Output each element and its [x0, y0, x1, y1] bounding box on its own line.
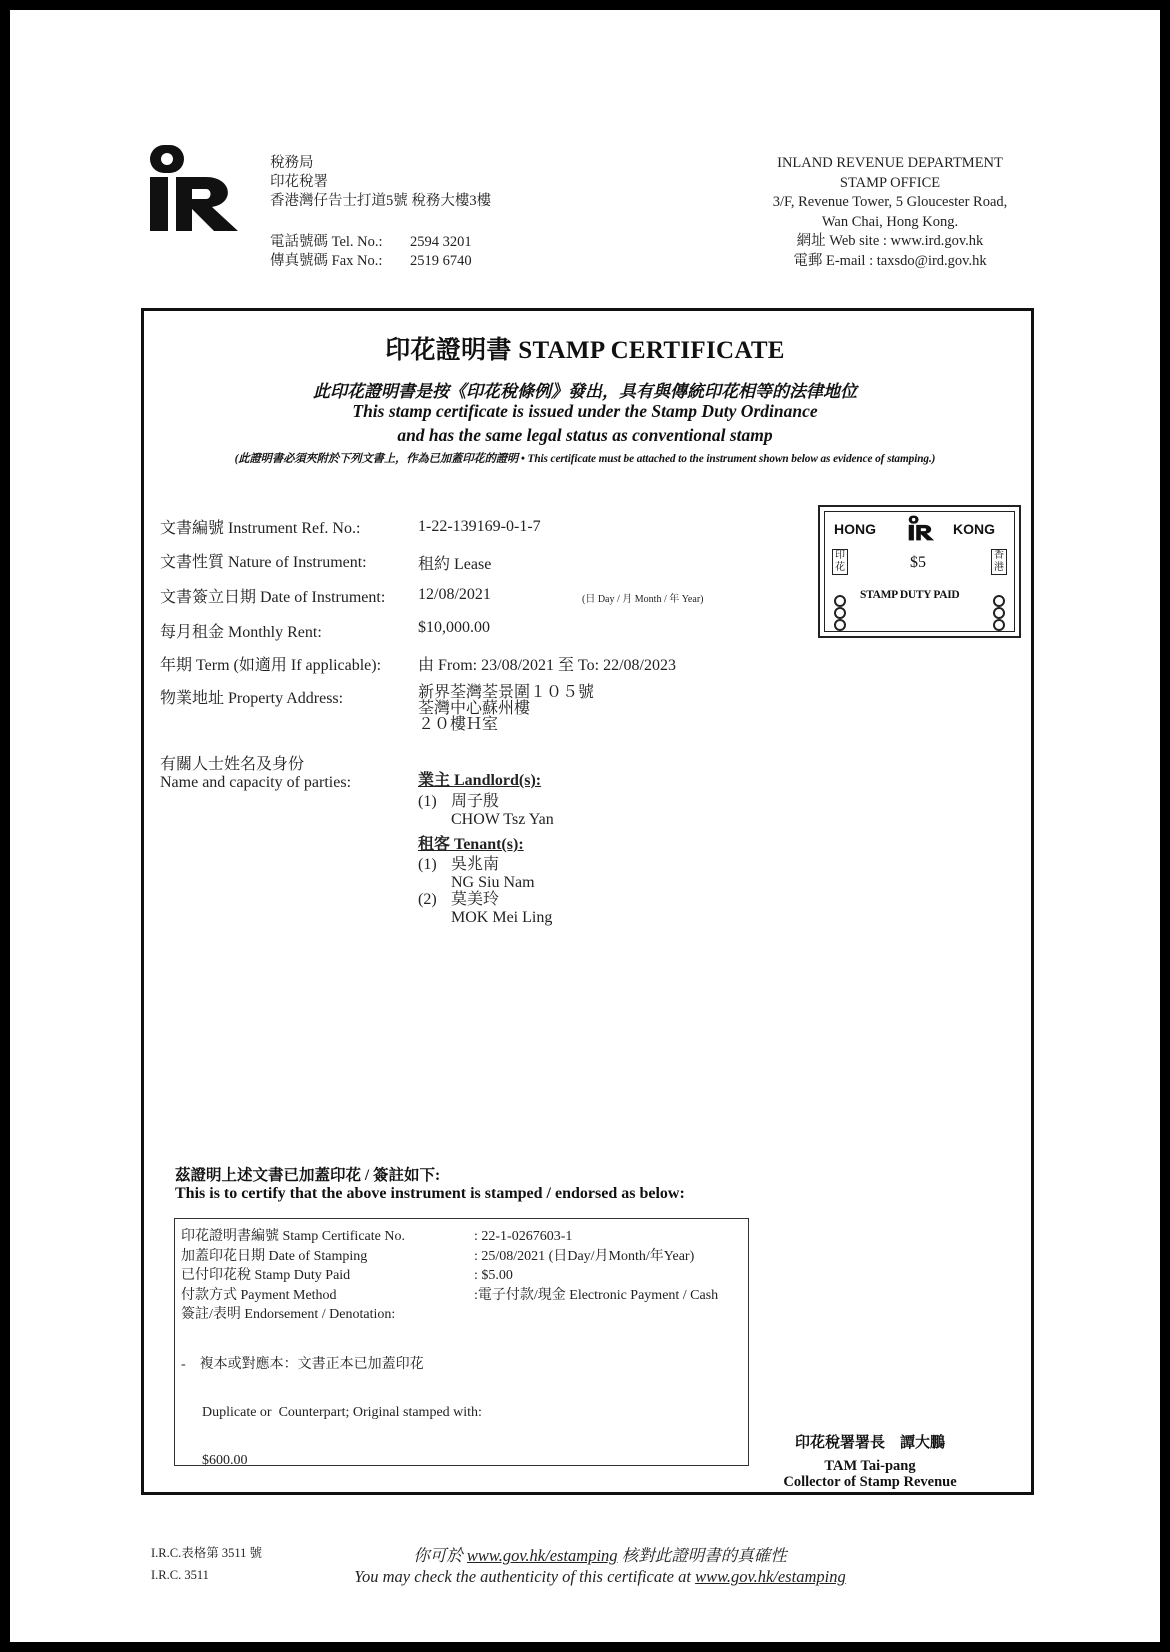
endorsement-rows — [181, 1227, 744, 1501]
seal-left-text: 印花 — [832, 549, 848, 575]
rent-value: $10,000.00 — [418, 619, 490, 636]
party-name-en: CHOW Tsz Yan — [451, 811, 554, 828]
endorsement-box — [174, 1218, 749, 1466]
party-number: (1) — [418, 856, 437, 873]
check-zh-post: 核對此證明書的真確性 — [621, 1546, 787, 1565]
party-name-en: NG Siu Nam — [451, 874, 535, 891]
term-value: 由 From: 23/08/2021 至 To: 22/08/2023 — [418, 657, 677, 674]
form-number-en: I.R.C. 3511 — [151, 1568, 209, 1582]
stamp-amount: $5 — [910, 554, 926, 571]
stamp-ird-logo-icon — [905, 515, 939, 541]
tenant-heading: 租客 Tenant(s): — [418, 836, 524, 853]
date-format-note: (日 Day / 月 Month / 年 Year) — [582, 594, 704, 605]
signatory-position: Collector of Stamp Revenue — [783, 1474, 957, 1490]
address-label: 物業地址 Property Address: — [160, 690, 344, 707]
estamping-link[interactable]: www.gov.hk/estamping — [466, 1546, 618, 1565]
ird-logo-icon — [148, 143, 244, 233]
party-name-zh: 吳兆南 — [451, 856, 500, 873]
endorsement-label: 付款方式 Payment Method — [181, 1287, 337, 1303]
dept-name-en: INLAND REVENUE DEPARTMENT — [777, 155, 1003, 171]
tenant-entry — [418, 856, 535, 891]
office-name-en: STAMP OFFICE — [839, 174, 941, 191]
party-name-zh: 周子殷 — [451, 793, 500, 810]
signatory-name-en: TAM Tai-pang — [824, 1458, 916, 1474]
certify-statement-zh: 茲證明上述文書已加蓋印花 / 簽註如下: — [175, 1167, 441, 1184]
subtitle-en-line2: and has the same legal status as conventional stamp — [397, 425, 773, 445]
certificate-title: 印花證明書 STAMP CERTIFICATE — [385, 337, 785, 364]
seal-right-text: 香港 — [991, 549, 1007, 575]
stamp-paid-text: STAMP DUTY PAID — [860, 589, 960, 601]
endorsement-value: : $5.00 — [474, 1268, 513, 1283]
denotation-text — [181, 1325, 744, 1501]
endorsement-label: 印花證明書編號 Stamp Certificate No. — [181, 1229, 405, 1244]
property-address — [418, 685, 594, 733]
dept-name-zh: 稅務局 — [270, 155, 314, 171]
attach-note: (此證明書必須夾附於下列文書上，作為已加蓋印花的證明 • This certificate must be attached to the instrument shown below as evidence of stamping.) — [234, 453, 936, 465]
address-zh: 香港灣仔告士打道5號 稅務大樓3樓 — [270, 193, 492, 209]
date-label: 文書簽立日期 Date of Instrument: — [160, 589, 386, 606]
landlord-entry — [418, 793, 554, 828]
parties-label — [160, 756, 351, 792]
tel-row — [270, 233, 491, 252]
party-name-zh: 莫美玲 — [451, 891, 500, 908]
denotation-label: 簽註/表明 Endorsement / Denotation: — [181, 1307, 396, 1322]
authenticity-note-zh — [250, 1542, 950, 1566]
rent-label: 每月租金 Monthly Rent: — [160, 624, 322, 641]
form-number-zh: I.R.C.表格第 3511 號 — [151, 1546, 262, 1560]
address-en-line1: 3/F, Revenue Tower, 5 Gloucester Road, — [772, 194, 1008, 210]
party-name-en: MOK Mei Ling — [451, 909, 553, 926]
endorsement-row — [181, 1266, 744, 1286]
stamp-kong-text: KONG — [953, 521, 995, 537]
landlord-heading: 業主 Landlord(s): — [418, 772, 542, 789]
endorsement-value: : 22-1-0267603-1 — [474, 1229, 573, 1244]
office-name-zh: 印花稅署 — [270, 174, 328, 190]
address-line: 荃灣中心蘇州樓 — [418, 700, 531, 717]
form-number — [151, 1542, 262, 1586]
subtitle-en-line1: This stamp certificate is issued under the Stamp Duty Ordinance — [352, 401, 818, 421]
denotation-line: $600.00 — [181, 1452, 248, 1468]
authenticity-note-en — [250, 1567, 950, 1587]
header-left-block — [270, 154, 491, 271]
denotation-line: Duplicate or Counterpart; Original stamped with: — [181, 1404, 482, 1420]
check-zh-pre: 你可於 — [413, 1546, 463, 1565]
ornament-right-icon — [992, 595, 1006, 631]
address-line: 新界荃灣荃景圍１０５號 — [418, 684, 595, 701]
signatory-title-zh: 印花稅署署長 譚大鵬 — [794, 1435, 945, 1451]
endorsement-row — [181, 1247, 744, 1267]
stamp-duty-paid-box — [818, 505, 1021, 638]
estamping-link[interactable]: www.gov.hk/estamping — [695, 1567, 846, 1586]
fax-row — [270, 252, 491, 271]
header-right-block — [740, 154, 1040, 271]
endorsement-row — [181, 1286, 744, 1306]
certify-statement-en: This is to certify that the above instrument is stamped / endorsed as below: — [175, 1185, 685, 1202]
parties-label-zh: 有關人士姓名及身份 — [160, 756, 305, 773]
address-line: ２０樓Ｈ室 — [418, 716, 499, 733]
endorsement-value: :電子付款/現金 Electronic Payment / Cash — [474, 1287, 719, 1303]
fax-value: 2519 6740 — [410, 253, 472, 269]
ref-label: 文書編號 Instrument Ref. No.: — [160, 520, 361, 537]
endorsement-label: 已付印花稅 Stamp Duty Paid — [181, 1268, 351, 1283]
nature-value: 租約 Lease — [418, 556, 492, 573]
stamp-hong-text: HONG — [834, 521, 876, 537]
subtitle-zh: 此印花證明書是按《印花稅條例》發出，具有與傳統印花相等的法律地位 — [313, 382, 857, 401]
date-value: 12/08/2021 — [418, 586, 491, 603]
party-number: (2) — [418, 891, 437, 908]
parties-label-en: Name and capacity of parties: — [160, 774, 352, 791]
address-en-line2: Wan Chai, Hong Kong. — [821, 213, 959, 230]
website-line: 網址 Web site : www.ird.gov.hk — [796, 233, 984, 249]
tel-label: 電話號碼 Tel. No.: — [270, 234, 383, 250]
email-line: 電郵 E-mail : taxsdo@ird.gov.hk — [793, 252, 987, 269]
endorsement-value: : 25/08/2021 (日Day/月Month/年Year) — [474, 1248, 695, 1264]
tenant-entry — [418, 891, 553, 926]
nature-label: 文書性質 Nature of Instrument: — [160, 554, 367, 571]
party-number: (1) — [418, 793, 437, 810]
denotation-line: - 複本或對應本：文書正本已加蓋印花 — [181, 1356, 424, 1372]
check-en-pre: You may check the authenticity of this certificate at — [354, 1567, 691, 1586]
term-label: 年期 Term (如適用 If applicable): — [160, 657, 382, 674]
ref-value: 1-22-139169-0-1-7 — [418, 518, 541, 535]
fax-label: 傳真號碼 Fax No.: — [270, 253, 383, 269]
endorsement-label: 加蓋印花日期 Date of Stamping — [181, 1248, 368, 1264]
ornament-left-icon — [833, 595, 847, 631]
tel-value: 2594 3201 — [410, 234, 472, 250]
endorsement-row — [181, 1227, 744, 1247]
